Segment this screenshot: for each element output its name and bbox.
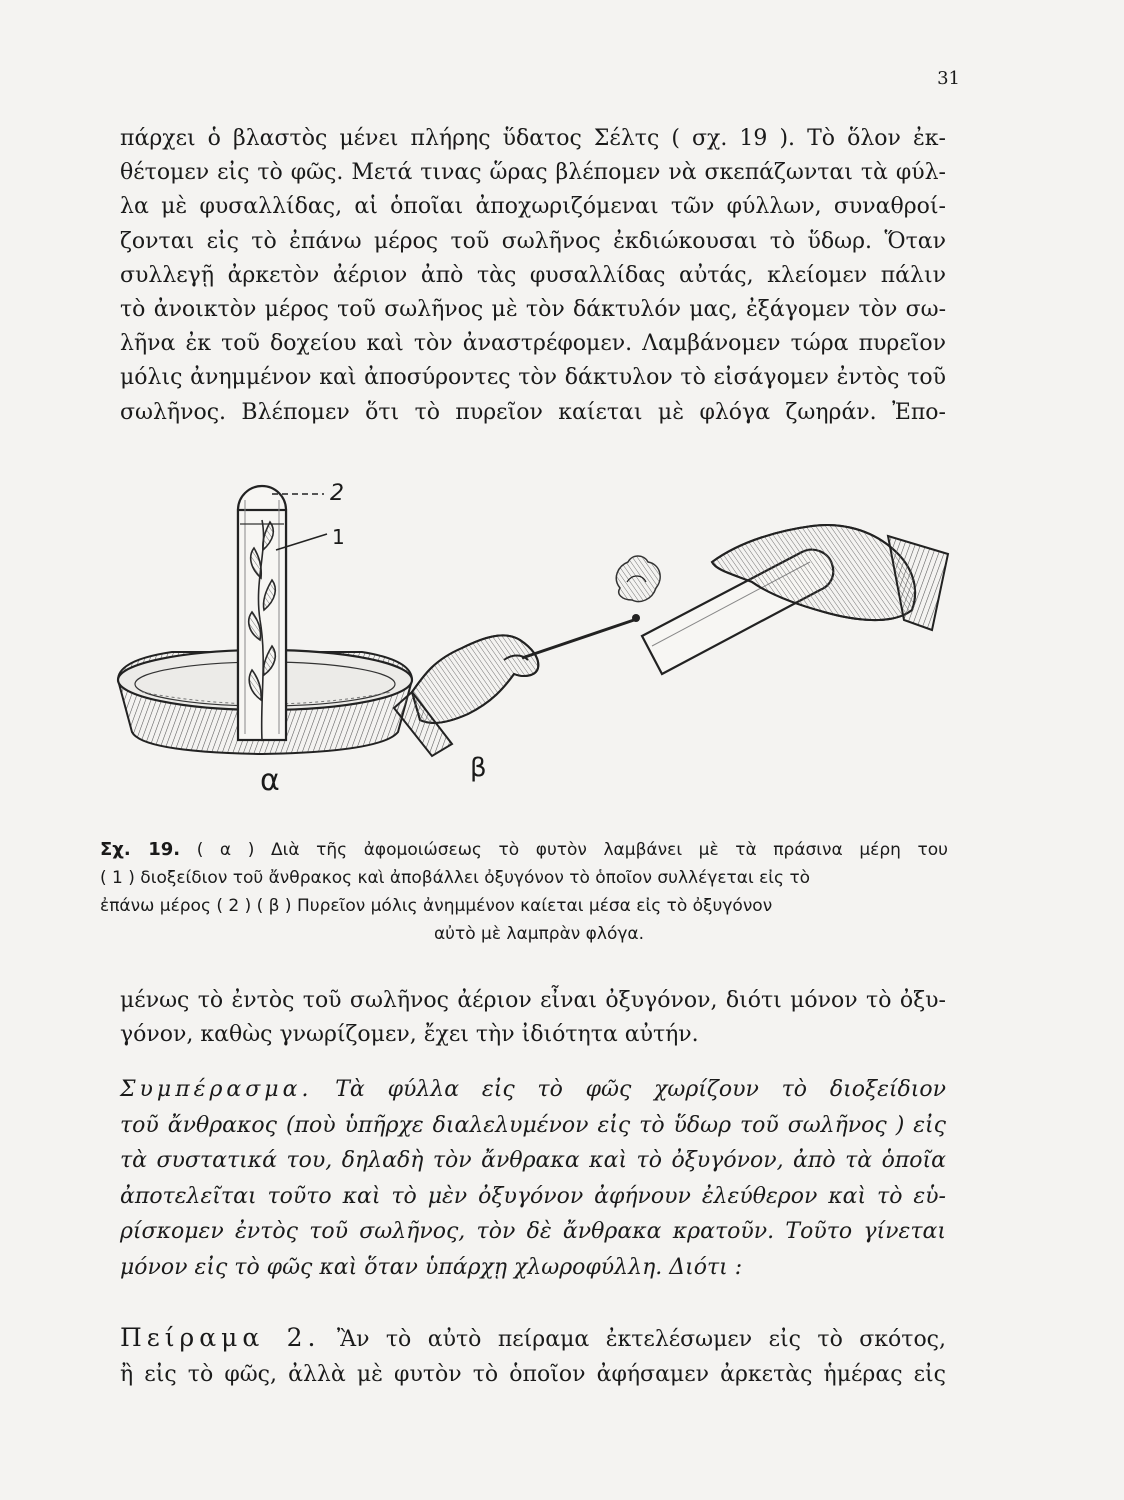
text-line: ἢ εἰς τὸ φῶς, ἀλλὰ μὲ φυτὸν τὸ ὁποῖον ἀφήσαμεν ἀρκετὰς ἡμέρας εἰς <box>120 1362 946 1387</box>
experiment-2-paragraph <box>120 1320 946 1392</box>
text-line: γόνον, καθὼς γνωρίζομεν, ἔχει τὴν ἰδιότητα αὐτήν. <box>120 1022 699 1048</box>
match-stick <box>522 614 640 658</box>
paragraph-1 <box>120 122 946 430</box>
text-line: πάρχει ὁ βλαστὸς μένει πλήρης ὕδατος Σέλτς ( σχ. 19 ). Τὸ ὅλον ἐκ- <box>120 126 946 151</box>
conclusion-heading: Συμπέρασμα. <box>120 1077 313 1102</box>
label-1: 1 <box>332 525 345 549</box>
text-line: θέτομεν εἰς τὸ φῶς. Μετά τινας ὥρας βλέπομεν νὰ σκεπάζωνται τὰ φύλ- <box>120 160 946 186</box>
text-line: ζονται εἰς τὸ ἐπάνω μέρος τοῦ σωλῆνος ἐκδιώκουσαι τὸ ὕδωρ. Ὅταν <box>120 228 946 254</box>
caption-line: αὐτὸ μὲ λαμπρὰν φλόγα. <box>433 924 645 944</box>
figure-19 <box>112 470 952 800</box>
text-line: τοῦ ἄνθρακος (ποὺ ὑπῆρχε διαλελυμένον εἰς τὸ ὕδωρ τοῦ σωλῆνος ) εἰς <box>120 1112 946 1138</box>
text-line: μένως τὸ ἐντὸς τοῦ σωλῆνος ἀέριον εἶναι ὀξυγόνον, διότι μόνον τὸ ὀξυ- <box>120 988 946 1013</box>
text-line: ἀποτελεῖται τοῦτο καὶ τὸ μὲν ὀξυγόνον ἀφήνουν ἐλεύθερον καὶ τὸ εὑ- <box>120 1183 946 1209</box>
text-line: μόνον εἰς τὸ φῶς καὶ ὅταν ὑπάρχῃ χλωροφύλλη. Διότι : <box>120 1254 743 1280</box>
caption-text: ( α ) Διὰ τῆς ἀφομοιώσεως τὸ φυτὸν λαμβάνει μὲ τὰ πράσινα μέρη του <box>196 840 948 860</box>
caption-line <box>100 836 948 864</box>
text-line <box>120 1320 946 1357</box>
figure-number: Σχ. 19. <box>100 839 181 860</box>
caption-line: ἐπάνω μέρος ( 2 ) ( β ) Πυρεῖον μόλις ἀνημμένον καίεται μέσα εἰς τὸ ὀξυγόνον <box>100 896 773 916</box>
text-line: τὰ συστατικά του, δηλαδὴ τὸν ἄνθρακα καὶ τὸ ὀξυγόνον, ἀπὸ τὰ ὁποῖα <box>120 1148 946 1173</box>
text-line: λῆνα ἐκ τοῦ δοχείου καὶ τὸν ἀναστρέφομεν. Λαμβάνομεν τώρα πυρεῖον <box>120 331 946 357</box>
text-line: τὸ ἀνοικτὸν μέρος τοῦ σωλῆνος μὲ τὸν δάκτυλόν μας, ἐξάγομεν τὸν σω- <box>120 297 946 323</box>
text-line: συλλεγῇ ἀρκετὸν ἀέριον ἀπὸ τὰς φυσαλλίδας αὐτάς, κλείομεν πάλιν <box>120 262 946 288</box>
text-line: σωλῆνος. Βλέπομεν ὅτι τὸ πυρεῖον καίεται μὲ φλόγα ζωηράν. Ἐπο- <box>120 399 946 425</box>
text-line: μόλις ἀνημμένον καὶ ἀποσύροντες τὸν δάκτυλον τὸ εἰσάγομεν ἐντὸς τοῦ <box>120 365 946 391</box>
text-line: λα μὲ φυσαλλίδας, αἱ ὁποῖαι ἀποχωριζόμεναι τῶν φύλλων, συναθροί- <box>120 194 946 220</box>
figure-caption <box>100 836 948 948</box>
text-line <box>120 1072 946 1108</box>
label-alpha: α <box>260 763 280 798</box>
caption-line: ( 1 ) διοξείδιον τοῦ ἄνθρακος καὶ ἀποβάλλει ὀξυγόνον τὸ ὁποῖον συλλέγεται εἰς τὸ <box>100 868 811 888</box>
match-flame <box>616 556 660 602</box>
conclusion-text: Τὰ φύλλα εἰς τὸ φῶς χωρίζουν τὸ διοξείδιον <box>335 1077 946 1102</box>
experiment-heading: Πείραμα 2. <box>120 1323 321 1352</box>
label-2: 2 <box>330 481 344 506</box>
text-line: ρίσκομεν ἐντὸς τοῦ σωλῆνος, τὸν δὲ ἄνθρακα κρατοῦν. Τοῦτο γίνεται <box>120 1219 946 1244</box>
page-number: 31 <box>937 68 960 89</box>
label-beta: β <box>470 753 487 783</box>
conclusion-paragraph <box>120 1072 946 1285</box>
figure-illustration <box>112 470 952 800</box>
experiment-text: Ἂν τὸ αὐτὸ πείραμα ἐκτελέσωμεν εἰς τὸ σκότος, <box>336 1327 947 1352</box>
paragraph-2 <box>120 984 946 1052</box>
hand-holding-match <box>394 635 538 756</box>
